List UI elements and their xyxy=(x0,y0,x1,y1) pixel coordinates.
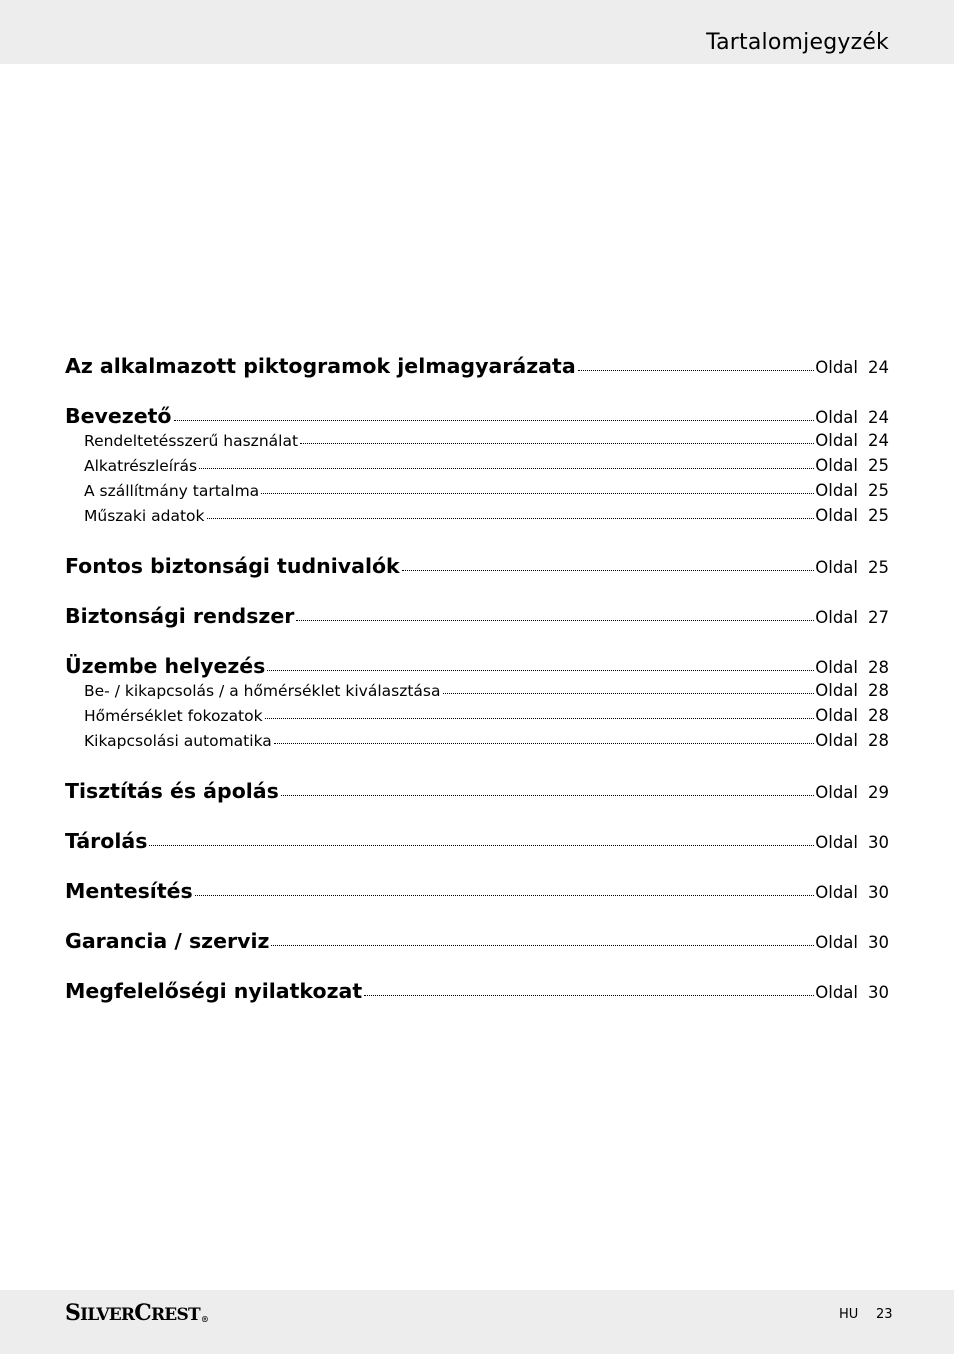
toc-entry-label: Tisztítás és ápolás xyxy=(65,779,279,803)
toc-subentry[interactable] xyxy=(65,678,889,703)
toc-entry-label: Az alkalmazott piktogramok jelmagyarázata xyxy=(65,354,576,378)
toc-subentry[interactable] xyxy=(65,453,889,478)
toc-page-ref xyxy=(815,453,889,478)
dot-leader xyxy=(207,517,815,519)
toc-entry-label: Rendeltetésszerű használat xyxy=(84,432,299,450)
toc-page-number: 25 xyxy=(868,558,889,577)
toc-page-ref xyxy=(815,405,889,428)
toc-page-ref xyxy=(815,555,889,580)
toc-page-ref xyxy=(815,605,889,630)
toc-page-number: 24 xyxy=(868,408,889,427)
toc-page-ref xyxy=(815,780,889,805)
toc-page-ref xyxy=(815,830,889,855)
table-of-contents xyxy=(65,353,889,1028)
toc-page-number: 28 xyxy=(868,681,889,700)
page-word: Oldal xyxy=(815,833,858,852)
toc-entry[interactable] xyxy=(65,828,889,878)
toc-page-ref xyxy=(815,655,889,678)
dot-leader xyxy=(265,717,815,719)
page-number: 23 xyxy=(876,1307,893,1322)
toc-page-ref xyxy=(815,478,889,503)
brand-logo xyxy=(65,1298,208,1330)
toc-entry[interactable] xyxy=(65,353,889,403)
toc-page-number: 28 xyxy=(868,658,889,677)
toc-page-number: 30 xyxy=(868,983,889,1002)
toc-page-ref xyxy=(815,980,889,1005)
toc-page-ref xyxy=(815,728,889,753)
dot-leader xyxy=(281,794,814,796)
page-word: Oldal xyxy=(815,731,858,750)
toc-entry-label: Hőmérséklet fokozatok xyxy=(84,707,263,725)
toc-subentry[interactable] xyxy=(65,478,889,503)
toc-page-number: 24 xyxy=(868,358,889,377)
page-word: Oldal xyxy=(815,681,858,700)
page-word: Oldal xyxy=(815,983,858,1002)
dot-leader xyxy=(174,419,815,421)
dot-leader xyxy=(271,944,814,946)
toc-entry-label: Tárolás xyxy=(65,829,148,853)
toc-subentry[interactable] xyxy=(65,728,889,778)
toc-entry[interactable] xyxy=(65,878,889,928)
brand-letter: C xyxy=(134,1300,151,1326)
page-word: Oldal xyxy=(815,481,858,500)
toc-page-number: 27 xyxy=(868,608,889,627)
dot-leader xyxy=(199,467,814,469)
toc-subentry[interactable] xyxy=(65,428,889,453)
toc-page-number: 28 xyxy=(868,706,889,725)
toc-page-number: 30 xyxy=(868,833,889,852)
page-word: Oldal xyxy=(815,506,858,525)
page-word: Oldal xyxy=(815,783,858,802)
dot-leader xyxy=(274,742,814,744)
dot-leader xyxy=(578,369,815,371)
toc-page-ref xyxy=(815,503,889,528)
toc-page-number: 25 xyxy=(868,481,889,500)
toc-page-number: 25 xyxy=(868,506,889,525)
page-word: Oldal xyxy=(815,431,858,450)
page-word: Oldal xyxy=(815,558,858,577)
toc-page-number: 24 xyxy=(868,431,889,450)
toc-entry-label: Kikapcsolási automatika xyxy=(84,732,272,750)
language-code: HU xyxy=(839,1307,859,1322)
dot-leader xyxy=(364,994,814,996)
toc-entry-label: Mentesítés xyxy=(65,879,193,903)
toc-entry-label: Garancia / szerviz xyxy=(65,929,270,953)
registered-mark: ® xyxy=(200,1314,209,1324)
page-word: Oldal xyxy=(815,706,858,725)
brand-letters: ILVER xyxy=(80,1305,135,1325)
toc-page-ref xyxy=(815,930,889,955)
toc-page-ref xyxy=(815,880,889,905)
toc-page-ref xyxy=(815,703,889,728)
dot-leader xyxy=(300,442,814,444)
page-word: Oldal xyxy=(815,358,858,377)
page-word: Oldal xyxy=(815,933,858,952)
page-word: Oldal xyxy=(815,408,858,427)
toc-entry-label: Alkatrészleírás xyxy=(84,457,198,475)
toc-entry[interactable] xyxy=(65,778,889,828)
page-word: Oldal xyxy=(815,456,858,475)
dot-leader xyxy=(195,894,815,896)
toc-entry[interactable] xyxy=(65,553,889,603)
dot-leader xyxy=(261,492,814,494)
brand-letters: REST xyxy=(150,1305,200,1325)
toc-page-ref xyxy=(815,678,889,703)
dot-leader xyxy=(149,844,814,846)
toc-page-number: 28 xyxy=(868,731,889,750)
dot-leader xyxy=(402,569,815,571)
toc-entry[interactable] xyxy=(65,978,889,1028)
toc-page-number: 25 xyxy=(868,456,889,475)
dot-leader xyxy=(267,669,814,671)
toc-entry[interactable] xyxy=(65,653,889,678)
toc-entry-label: Bevezető xyxy=(65,404,172,428)
toc-page-number: 30 xyxy=(868,933,889,952)
toc-entry-label: Megfelelőségi nyilatkozat xyxy=(65,979,363,1003)
toc-page-number: 29 xyxy=(868,783,889,802)
toc-entry-label: A szállítmány tartalma xyxy=(84,482,260,500)
toc-entry[interactable] xyxy=(65,928,889,978)
page-title: Tartalomjegyzék xyxy=(706,30,889,55)
page-word: Oldal xyxy=(815,658,858,677)
toc-entry-label: Üzembe helyezés xyxy=(65,654,266,678)
toc-page-number: 30 xyxy=(868,883,889,902)
toc-entry[interactable] xyxy=(65,603,889,653)
dot-leader xyxy=(443,692,815,694)
toc-subentry[interactable] xyxy=(65,503,889,553)
toc-page-ref xyxy=(815,355,889,380)
toc-entry-label: Műszaki adatok xyxy=(84,507,205,525)
page-word: Oldal xyxy=(815,608,858,627)
toc-entry-label: Be- / kikapcsolás / a hőmérséklet kiválasztása xyxy=(84,682,441,700)
toc-subentry[interactable] xyxy=(65,703,889,728)
toc-entry[interactable] xyxy=(65,403,889,428)
page-word: Oldal xyxy=(815,883,858,902)
toc-entry-label: Fontos biztonsági tudnivalók xyxy=(65,554,400,578)
dot-leader xyxy=(296,619,814,621)
brand-letter: S xyxy=(65,1300,81,1326)
toc-entry-label: Biztonsági rendszer xyxy=(65,604,295,628)
toc-page-ref xyxy=(815,428,889,453)
